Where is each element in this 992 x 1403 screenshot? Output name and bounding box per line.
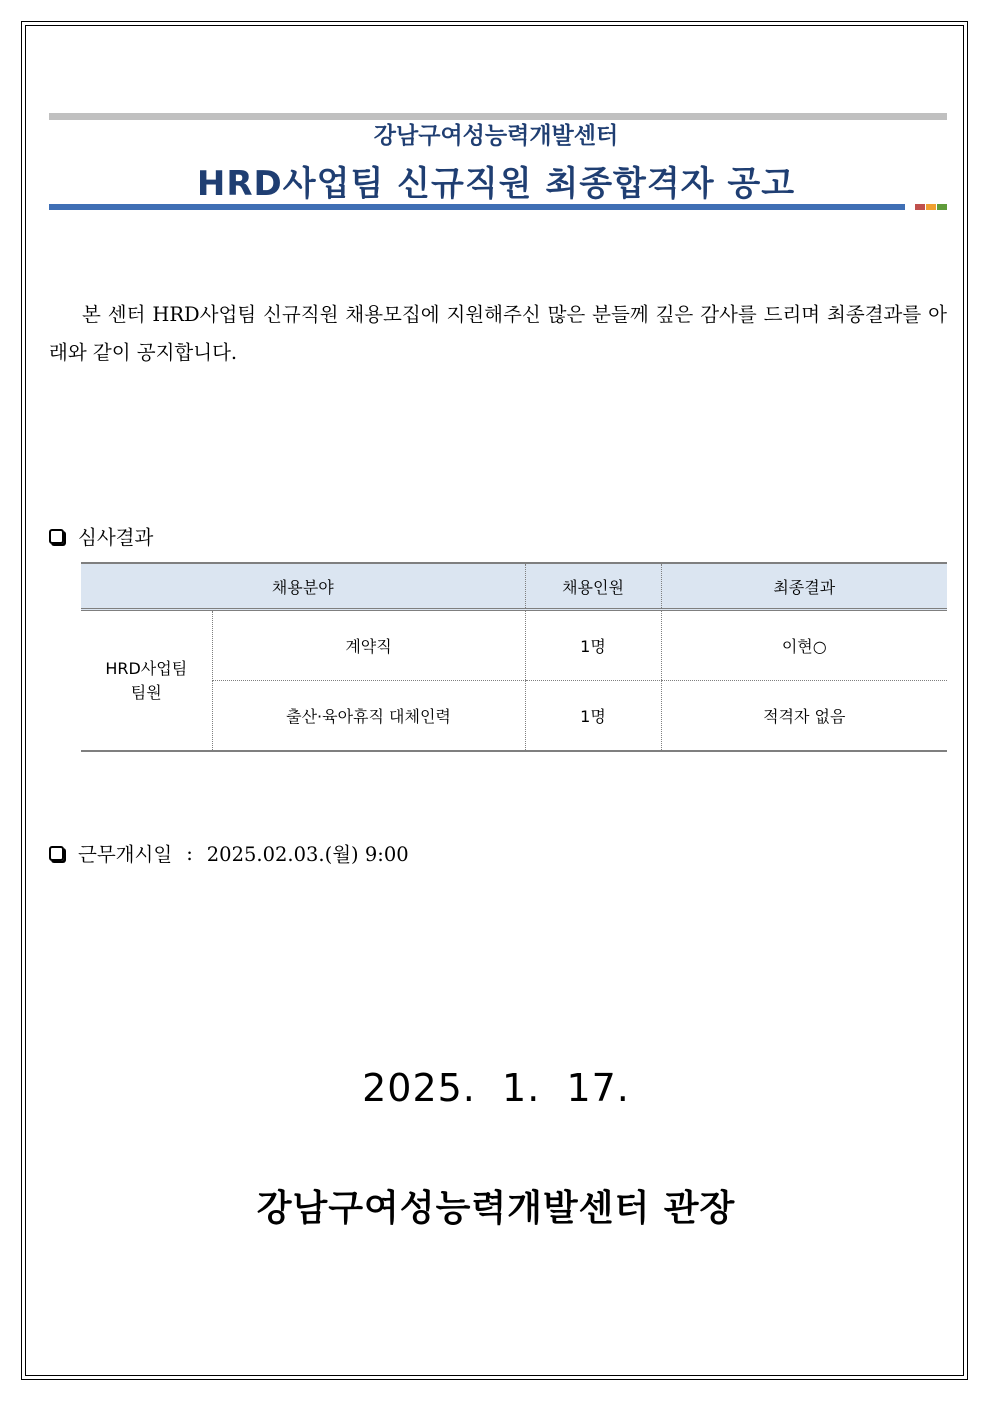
start-date-label: 근무개시일 [78,843,173,866]
result-table [81,562,947,752]
header-bottom-rule [49,204,905,210]
column-header-result: 최종결과 [661,563,947,610]
start-date-value: 2025.02.03.(월) 9:00 [206,843,409,866]
column-header-count: 채용인원 [525,563,661,610]
org-name: 강남구여성능력개발센터 [373,123,619,149]
intro-paragraph: 본 센터 HRD사업팀 신규직원 채용모집에 지원해주신 많은 분들께 깊은 감사를 드리며 최종결과를 아래와 같이 공지합니다. [49,303,947,364]
accent-block-red [915,204,925,210]
start-date-line [49,839,409,867]
count-cell: 1명 [525,681,661,752]
count-cell: 1명 [525,610,661,681]
notice-date-text: 2025. 1. 17. [362,1066,630,1110]
accent-block-orange [926,204,936,210]
review-heading-label: 심사결과 [78,526,154,549]
group-label-line2: 팀원 [130,682,162,702]
signer: 강남구여성능력개발센터 관장 [256,1188,736,1229]
notice-date [0,1066,992,1110]
notice-title: HRD사업팀 신규직원 최종합격자 공고 [196,164,796,204]
table-row [81,610,947,681]
group-label-line1: HRD사업팀 [105,658,188,678]
group-cell [81,610,212,752]
result-cell: 이현○ [661,610,947,681]
accent-block-green [937,204,947,210]
result-cell: 적격자 없음 [661,681,947,752]
start-date-separator: : [186,841,193,865]
field-cell: 계약직 [212,610,525,681]
checkbox-bullet-icon [49,529,64,544]
checkbox-bullet-icon [49,846,64,861]
field-cell: 출산·육아휴직 대체인력 [212,681,525,752]
column-header-field: 채용분야 [81,563,525,610]
review-section-heading [49,522,153,550]
